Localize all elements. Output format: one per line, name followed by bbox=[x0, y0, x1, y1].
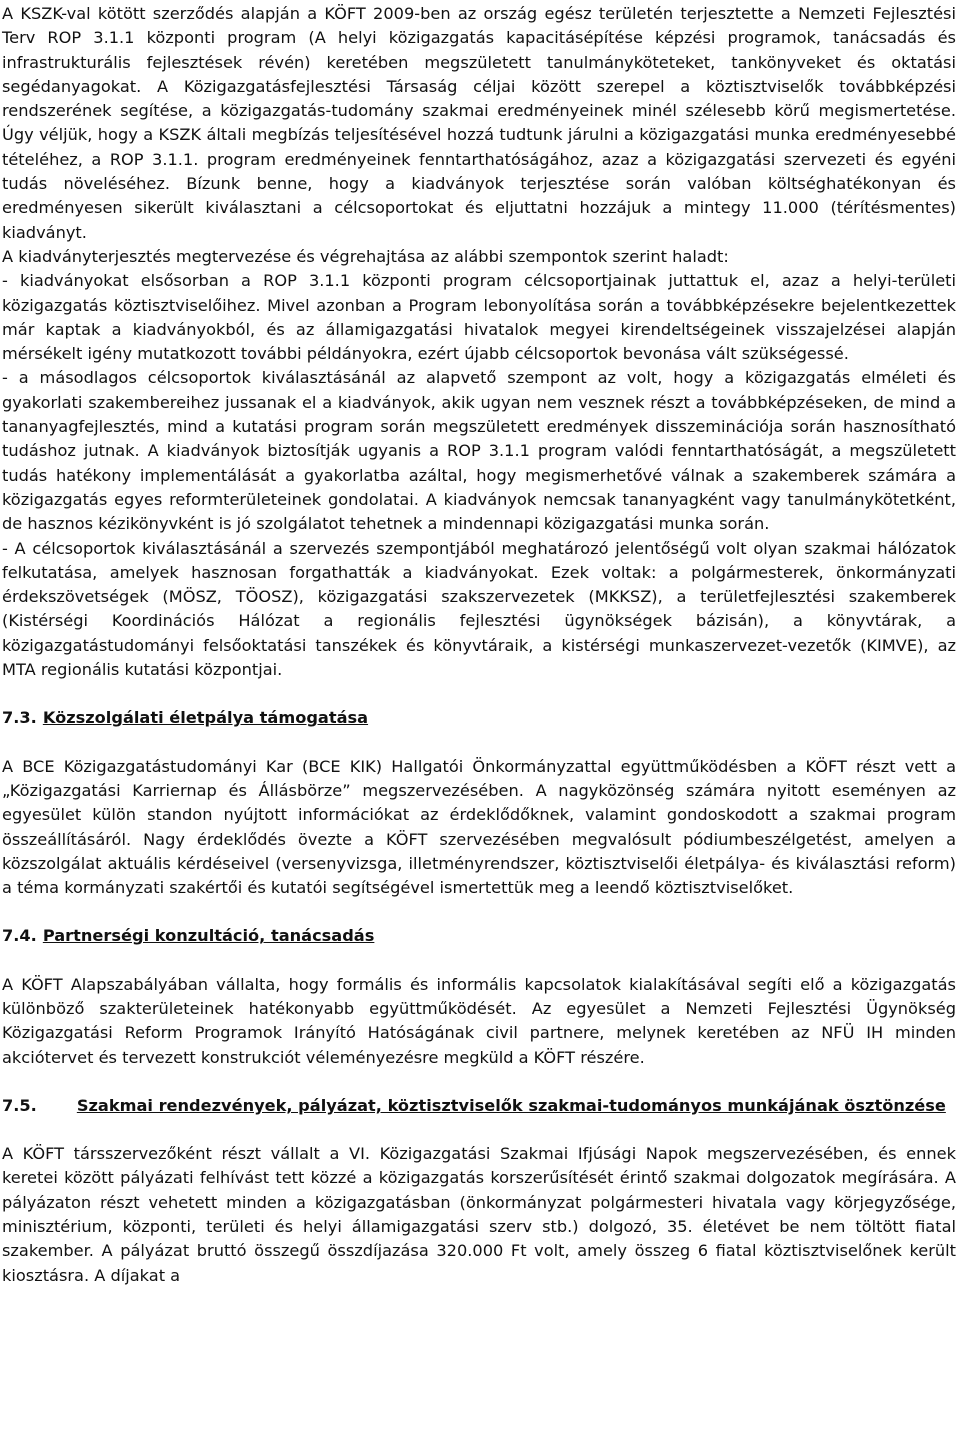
spacer bbox=[2, 682, 956, 706]
paragraph-professional-networks: - A célcsoportok kiválasztásánál a szervezés szempontjából meghatározó jelentőségű volt olyan szakmai hálózatok felkutatása, amelyek hasznosan forgathatták a kiadványokat. Ezek voltak: a polgármesterek, önkormányzati érdekszövetségek (MÖSZ, TÖOSZ), közigazgatási szakszervezetek (MKKSZ), a területfejlesztési szakemberek (Kistérségi Koordinációs Hálózat a regionális fejlesztési ügynökségek bázisán), a könyvtárak, a közigazgatástudományi felsőoktatási tanszékek és könyvtáraik, a kistérségi munkaszervezet-vezetők (KIMVE), az MTA regionális kutatási központjai. bbox=[2, 538, 956, 680]
spacer bbox=[2, 949, 956, 973]
section-number: 7.3. bbox=[2, 708, 37, 728]
paragraph-kszk-distribution: A KSZK-val kötött szerződés alapján a KÖFT 2009-ben az ország egész területén terjesztette a Nemzeti Fejlesztési Terv ROP 3.1.1 központi program (A helyi közigazgatás kapacitásépítése képzési programok, tanácsadás és infrastrukturális fejlesztések révén) keretében megszületett tanulmányköteteket, tankönyveket és oktatási segédanyagokat. A Közigazgatásfejlesztési Társaság céljai között szerepel a köztisztviselők továbbképzési rendszerének segítése, a közigazgatás-tudomány szakmai eredményeinek minél szélesebb körű megismertetése. Úgy véljük, hogy a KSZK általi megbízás teljesítésével hozzá tudtunk járulni a közigazgatási munka eredményesebbé tételéhez, a ROP 3.1.1. program eredményeinek fenntarthatóságához, azaz a közigazgatási szervezeti és egyéni tudás növeléséhez. Bízunk benne, hogy a kiadványok terjesztése során valóban költséghatékonyan és eredményesen sikerült kiválasztani a célcsoportokat és eljuttatni hozzájuk a mintegy 11.000 (térítésmentes) kiadványt. bbox=[2, 4, 956, 242]
section-heading-7-5 bbox=[2, 1094, 956, 1118]
spacer bbox=[2, 1070, 956, 1094]
paragraph-career-day: A BCE Közigazgatástudományi Kar (BCE KIK) Hallgatói Önkormányzattal együttműködésben a KÖFT részt vett a „Közigazgatási Karriernap és Állásbörze” megszervezésében. A nagyközönség számára nyitott eseményen az egyesület külön standon nyújtott információkat az érdeklődőknek, valamint gondoskodott a szakmai program összeállításáról. Nagy érdeklődés övezte a KÖFT szervezésében megvalósult pódiumbeszélgetést, amelyen a közszolgálat aktuális kérdéseivel (versenyvizsga, illetményrendszer, köztisztviselői életpálya- és kiválasztási reform) a téma kormányzati szakértői és kutatói segítségével ismertettük meg a leendő köztisztviselőket. bbox=[2, 756, 956, 898]
spacer bbox=[2, 900, 956, 924]
paragraph-partnership: A KÖFT Alapszabályában vállalta, hogy formális és informális kapcsolatok kialakításával segíti elő a közigazgatás különböző szakterületeinek hatékonyabb együttműködését. Az egyesület a Nemzeti Fejlesztési Ügynökség Közigazgatási Reform Programok Irányító Hatóságának civil partnere, melynek keretében az NFÜ IH minden akciótervet és tervezett konstrukciót véleményezésre megküld a KÖFT részére. bbox=[2, 974, 956, 1067]
spacer bbox=[2, 1118, 956, 1142]
paragraph-distribution-criteria: A kiadványterjesztés megtervezése és végrehajtása az alábbi szempontok szerint haladt: bbox=[2, 246, 729, 266]
section-heading-7-4 bbox=[2, 924, 956, 948]
paragraph-secondary-target-groups: - a másodlagos célcsoportok kiválasztásánál az alapvető szempont az volt, hogy a közigazgatás elméleti és gyakorlati szakembereihez jussanak el a kiadványok, akik ugyan nem vesznek részt a továbbképzéseken, de mind a tananyagfejlesztés, mind a kutatási program során megszületett eredmények disszeminációja során hasznosítható tudáshoz jutnak. A kiadványok biztosítják ugyanis a ROP 3.1.1 program valódi fenntarthatóságát, a megszületett tudás hatékony implementálását a gyakorlatba azáltal, hogy megismerhetővé válnak a szakemberek számára a közigazgatás egyes reformterületeinek gondolatai. A kiadványok nemcsak tananyagként vagy tanulmánykötetként, de hasznos kézikönyvként is jó szolgálatot tehetnek a mindennapi közigazgatási munka során. bbox=[2, 368, 956, 534]
spacer bbox=[2, 731, 956, 755]
section-title: Partnerségi konzultáció, tanácsadás bbox=[42, 926, 375, 946]
section-title: Szakmai rendezvények, pályázat, köztisztviselők szakmai-tudományos munkájának ösztönzése bbox=[76, 1095, 946, 1115]
section-number: 7.4. bbox=[2, 926, 37, 946]
section-title: Közszolgálati életpálya támogatása bbox=[42, 708, 369, 728]
section-heading-7-3 bbox=[2, 706, 956, 730]
paragraph-primary-target-groups: - kiadványokat elsősorban a ROP 3.1.1 központi program célcsoportjainak juttattuk el, azaz a helyi-területi közigazgatás köztisztviselőihez. Mivel azonban a Program lebonyolítása során a továbbképzésekre bejelentkezettek már kaptak a kiadványokból, és az államigazgatási hivatalok megyei kirendeltségeinek visszajelzései alapján mérsékelt igény mutatkozott további példányokra, ezért újabb célcsoportok bevonása vált szükségessé. bbox=[2, 271, 956, 364]
section-number: 7.5. bbox=[2, 1095, 37, 1115]
paragraph-youth-days: A KÖFT társszervezőként részt vállalt a VI. Közigazgatási Szakmai Ifjúsági Napok megszervezésében, és ennek keretei között pályázati felhívást tett közzé a közigazgatás korszerűsítését érintő szakmai dolgozatok megírására. A pályázaton részt vehetett minden a közigazgatásban (önkormányzat polgármesteri hivatala vagy körjegyzősége, minisztérium, központi, területi és helyi államigazgatási szerv stb.) dolgozó, 35. életévet be nem töltött fiatal szakember. A pályázat bruttó összegű összdíjazása 320.000 Ft volt, amely összeg 6 fiatal köztisztviselőnek került kiosztásra. A díjakat a bbox=[2, 1144, 956, 1285]
